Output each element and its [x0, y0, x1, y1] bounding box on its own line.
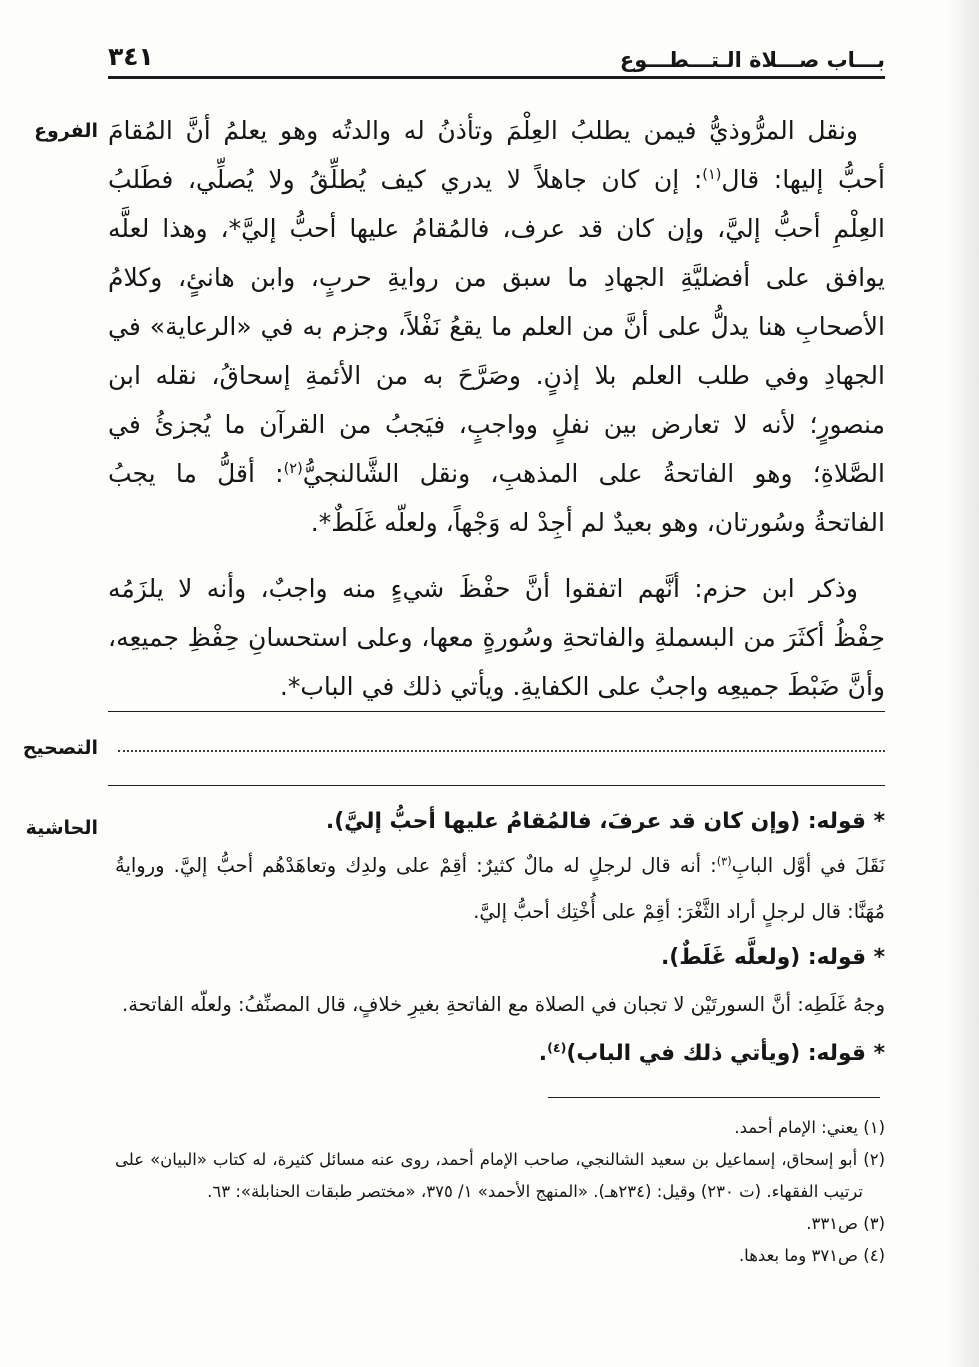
line-text: الفاتحةُ وسُورتان، وهو بعيدٌ لم أجِدْ له وَجْهاً، ولعلّه غَلَطٌ*. — [310, 508, 885, 537]
line-text: * قوله: (ويأتي ذلك في الباب) — [566, 1041, 885, 1066]
footnote-line — [115, 1208, 885, 1240]
line-text: : أقلُّ ما يجبُ — [108, 459, 284, 488]
main-line — [108, 253, 885, 302]
hashiya-line — [115, 890, 885, 934]
side-label-hashiya: الحاشية — [25, 817, 98, 839]
section-rule — [108, 711, 885, 712]
footnote-ref: (٢) — [283, 461, 303, 478]
footnote-line — [115, 1112, 885, 1144]
main-paragraph — [108, 106, 885, 547]
line-text: : أنه قال لرجلٍ له مالٌ كثيرٌ: أقِمْ على ولدِك وتعاهَدْهُم أحبُّ إليَّ. وروايةُ — [115, 854, 717, 877]
line-text: يوافق على أفضليَّةِ الجهادِ ما سبق من روايةِ حربٍ، وابن هانئٍ، وكلامُ — [108, 263, 885, 292]
running-header-title: بـــاب صـــلاة الـتـــطـــوع — [619, 48, 885, 72]
main-line — [108, 498, 885, 547]
line-text: : إن كان جاهلاً لا يدري كيف يُطلِّقُ ولا يُصلِّي، فطَلبُ — [108, 165, 703, 194]
footnote-ref: (١) — [702, 167, 722, 184]
main-line — [108, 449, 885, 498]
line-text: (٣) ص٣٣١. — [806, 1214, 885, 1233]
footnote-line — [115, 1240, 885, 1272]
line-text: ترتيب الفقهاء. (ت ٢٣٠) وقيل: (٢٣٤هـ). «المنهج الأحمد» ١/ ٣٧٥، «مختصر طبقات الحنابلة»: ٦٣. — [207, 1182, 863, 1201]
main-line — [108, 302, 885, 351]
header-rule — [108, 76, 885, 79]
line-text: أحبُّ إليها: قال — [721, 165, 886, 194]
main-line — [108, 564, 885, 613]
hashiya-line — [115, 983, 885, 1027]
footnote-line — [115, 1176, 885, 1208]
line-text: وأنَّ ضَبْطَ جميعِه واجبٌ على الكفايةِ. ويأتي ذلك في الباب*. — [279, 672, 885, 701]
line-text: (٢) أبو إسحاق، إسماعيل بن سعيد الشالنجي، صاحب الإمام أحمد، روى عنه مسائل كثيرة، له كتاب «البيان» على — [115, 1150, 885, 1169]
footnote-separator — [548, 1097, 880, 1098]
main-line — [108, 400, 885, 449]
tashih-dotted-line — [118, 750, 885, 752]
main-line — [108, 613, 885, 662]
hashiya-quote — [115, 936, 885, 980]
footnote-ref: (٤) — [547, 1040, 567, 1056]
line-text: (١) يعني: الإمام أحمد. — [734, 1118, 885, 1137]
line-text: حِفْظُ أكثَرَ من البسملةِ والفاتحةِ وسُورةٍ معها، وعلى استحسانِ حِفْظِ جميعِه، — [108, 623, 885, 652]
page-number: ٣٤١ — [108, 42, 154, 71]
line-text: * قوله: (وإن كان قد عرفَ، فالمُقامُ عليها أحبُّ إليَّ). — [325, 809, 885, 834]
footnote-line — [115, 1144, 885, 1176]
hashiya-line — [115, 844, 885, 888]
line-text: الأصحابِ هنا يدلُّ على أنَّ من العلم ما يقعُ نَفْلاً، وجزم به في «الرعاية» في — [108, 312, 885, 341]
line-text: نَقَلَ في أوَّل البابِ — [731, 854, 886, 877]
footnote-ref: (٣) — [716, 855, 732, 869]
side-label-tashih: التصحيح — [22, 737, 98, 759]
line-text: الجهادِ وفي طلب العلم بلا إذنٍ. وصَرَّحَ به من الأئمةِ إسحاقُ، نقله ابن — [108, 361, 885, 390]
line-text: وذكر ابن حزم: أنَّهم اتفقوا أنَّ حفْظَ شيءٍ منه واجبٌ، وأنه لا يلزَمُه — [108, 574, 858, 603]
line-text: . — [538, 1041, 548, 1066]
line-text: منصورٍ؛ لأنه لا تعارض بين نفلٍ وواجبٍ، فيَجبُ من القرآن ما يُجزئُ في — [108, 410, 885, 439]
line-text: العِلْمِ أحبُّ إليَّ، وإن كان قد عرف، فالمُقامُ عليها أحبُّ إليَّ*، وهذا لعلَّه — [108, 214, 885, 243]
line-text: مُهَنَّا: قال لرجلٍ أراد الثَّغْرَ: أقِمْ على أُخْتِك أحبُّ إليَّ. — [473, 900, 885, 923]
line-text: وجهُ غَلَطِه: أنَّ السورتَيْن لا تجبان في الصلاة مع الفاتحةِ بغيرِ خلافٍ، قال المصنِّفُ: ولعلّه الفاتحة. — [122, 993, 885, 1016]
hashiya-quote — [115, 800, 885, 844]
hashiya-quote — [115, 1032, 885, 1076]
main-line — [108, 155, 885, 204]
line-text: الصَّلاةِ؛ وهو الفاتحةُ على المذهبِ، ونقل الشَّالنجيُّ — [302, 459, 885, 488]
section-rule — [108, 785, 885, 786]
main-line — [108, 662, 885, 711]
side-label-furu: الفروع — [34, 120, 98, 142]
line-text: ونقل المرُّوذيُّ فيمن يطلبُ العِلْمَ وتأذنُ له والدتُه وهو يعلمُ أنَّ المُقامَ — [108, 116, 858, 145]
main-paragraph — [108, 564, 885, 711]
line-text: (٤) ص٣٧١ وما بعدها. — [738, 1246, 885, 1265]
main-line — [108, 204, 885, 253]
line-text: * قوله: (ولعلَّه غَلَطٌ). — [660, 945, 885, 970]
main-line — [108, 351, 885, 400]
hashiya-text — [115, 800, 885, 1076]
footnotes — [115, 1112, 885, 1272]
main-line — [108, 106, 885, 155]
